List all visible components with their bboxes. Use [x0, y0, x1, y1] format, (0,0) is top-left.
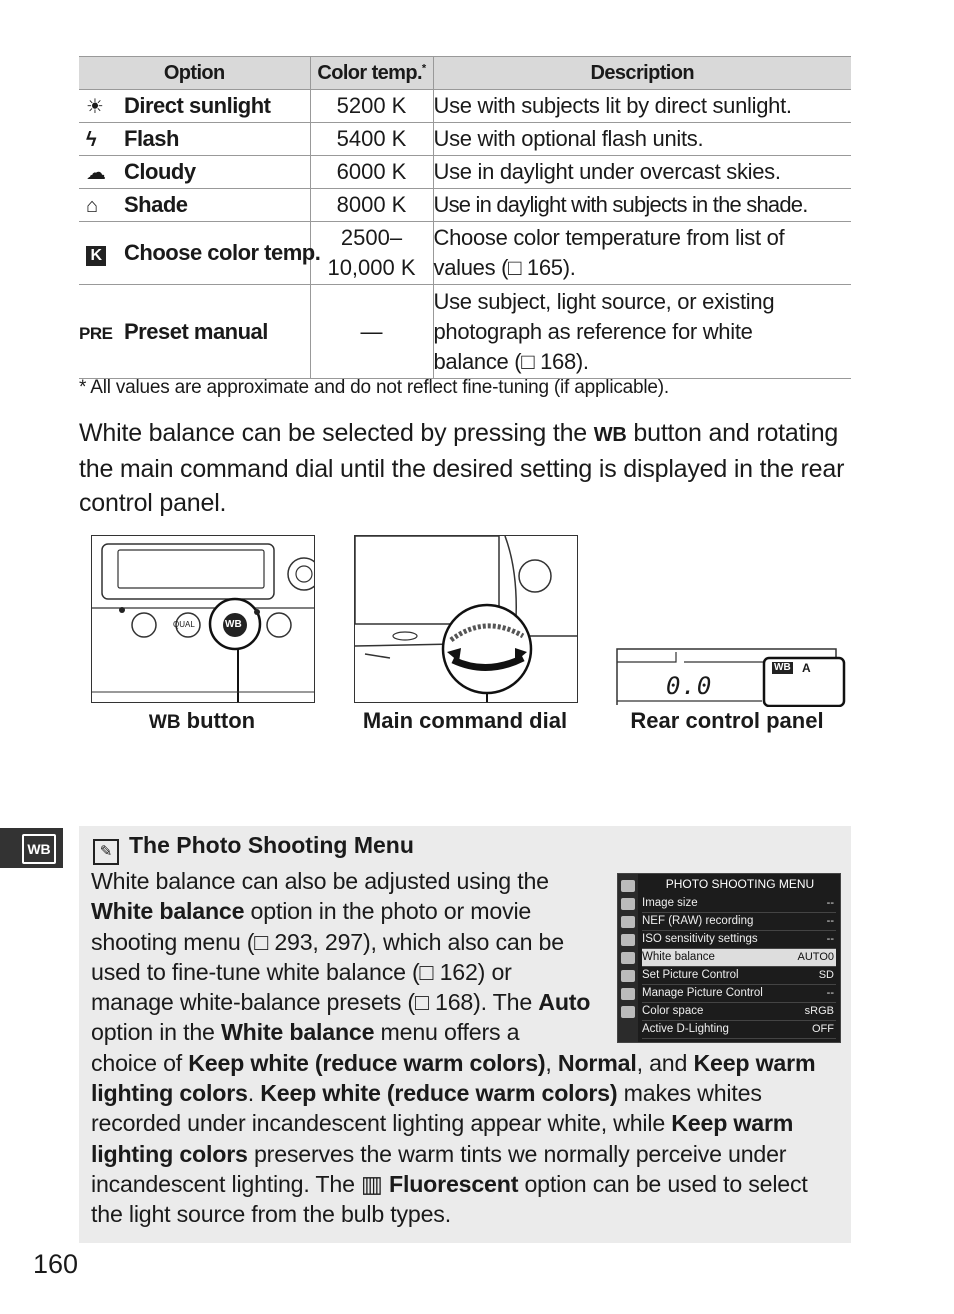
- panel-mode: A: [802, 661, 811, 675]
- table-row: K Choose color temp. 2500– 10,000 K Choose color temperature from list of values (□ 165).: [79, 222, 851, 285]
- menu-header: PHOTO SHOOTING MENU: [665, 877, 815, 891]
- pencil-icon: ✎: [93, 839, 119, 865]
- table-row: ☁ Cloudy 6000 K Use in daylight under overcast skies.: [79, 156, 851, 189]
- sun-icon: ☀: [86, 96, 104, 118]
- camera-top-icon: [92, 536, 314, 702]
- main-command-dial-caption: Main command dial: [362, 708, 568, 733]
- lcd-panel-icon: [616, 647, 846, 707]
- panel-value: 0.0: [666, 672, 713, 700]
- header-color-temp: Color temp.*: [310, 57, 433, 90]
- intro-paragraph: White balance can be selected by pressing the WB button and rotating the main command dial until the desired setting is displayed in the rear control panel.: [79, 419, 845, 517]
- page-number: 160: [33, 1249, 79, 1279]
- menu-item: Image size --: [642, 895, 836, 913]
- panel-wb-indicator: WB: [774, 662, 791, 673]
- table-row: ☀ Direct sunlight 5200 K Use with subjects lit by direct sunlight.: [79, 90, 851, 123]
- table-row: ⌂ Shade 8000 K Use in daylight with subjects in the shade.: [79, 189, 851, 222]
- menu-item: Manage Picture Control --: [642, 985, 836, 1003]
- wb-button-illustration: QUAL WB: [91, 535, 315, 703]
- main-command-dial-illustration: [354, 535, 578, 703]
- table-row: PRE Preset manual — Use subject, light source, or existing photograph as reference for white balance (□ 168).: [79, 285, 851, 379]
- command-dial-icon: [355, 536, 577, 702]
- menu-item: Set Picture Control SD: [642, 967, 836, 985]
- menu-item: Color space sRGB: [642, 1003, 836, 1021]
- fluorescent-icon: ▥: [361, 1170, 383, 1197]
- menu-item: NEF (RAW) recording --: [642, 913, 836, 931]
- cloud-icon: ☁: [86, 162, 106, 184]
- menu-item-selected: White balance AUTO0: [642, 949, 836, 967]
- table-row: ϟ Flash 5400 K Use with optional flash units.: [79, 123, 851, 156]
- preset-icon: PRE: [79, 323, 113, 343]
- menu-tab-icons: [618, 874, 638, 1042]
- shade-icon: ⌂: [86, 195, 98, 217]
- flash-icon: ϟ: [86, 129, 97, 151]
- photo-shooting-menu-screenshot: [617, 873, 841, 1043]
- white-balance-options-table: [79, 56, 851, 379]
- rear-control-panel-caption: Rear control panel: [630, 708, 824, 733]
- table-footnote: * All values are approximate and do not reflect fine-tuning (if applicable).: [79, 377, 669, 398]
- rear-control-panel-illustration: [616, 647, 846, 707]
- section-tab-wb: [0, 828, 63, 868]
- menu-item: Active D-Lighting OFF: [642, 1021, 836, 1039]
- header-description: Description: [433, 57, 851, 90]
- note-title: ✎ The Photo Shooting Menu: [93, 832, 414, 865]
- wb-button-caption: WB button: [148, 708, 256, 733]
- wb-tab-icon: WB: [22, 834, 56, 864]
- menu-item: ISO sensitivity settings --: [642, 931, 836, 949]
- header-option: Option: [79, 57, 310, 90]
- kelvin-icon: K: [79, 243, 124, 266]
- note-body: White balance can also be adjusted using the White balance option in the photo or movie shooting menu (□ 293, 297), which also can be used to fine-tune white balance (□ 162) or manage white-balance presets (□ 168). The Auto option in the White balance menu offers a choice of Keep white (reduce warm colors), Normal, and Keep warm lighting colors. Keep white (reduce warm colors) makes whites recorded under incandescent lighting appear white, while Keep warm lighting colors preserves the warm tints we normally perceive under incandescent lighting. The ▥ Fluorescent option can be used to select the light source from the bulb types.: [91, 868, 816, 1228]
